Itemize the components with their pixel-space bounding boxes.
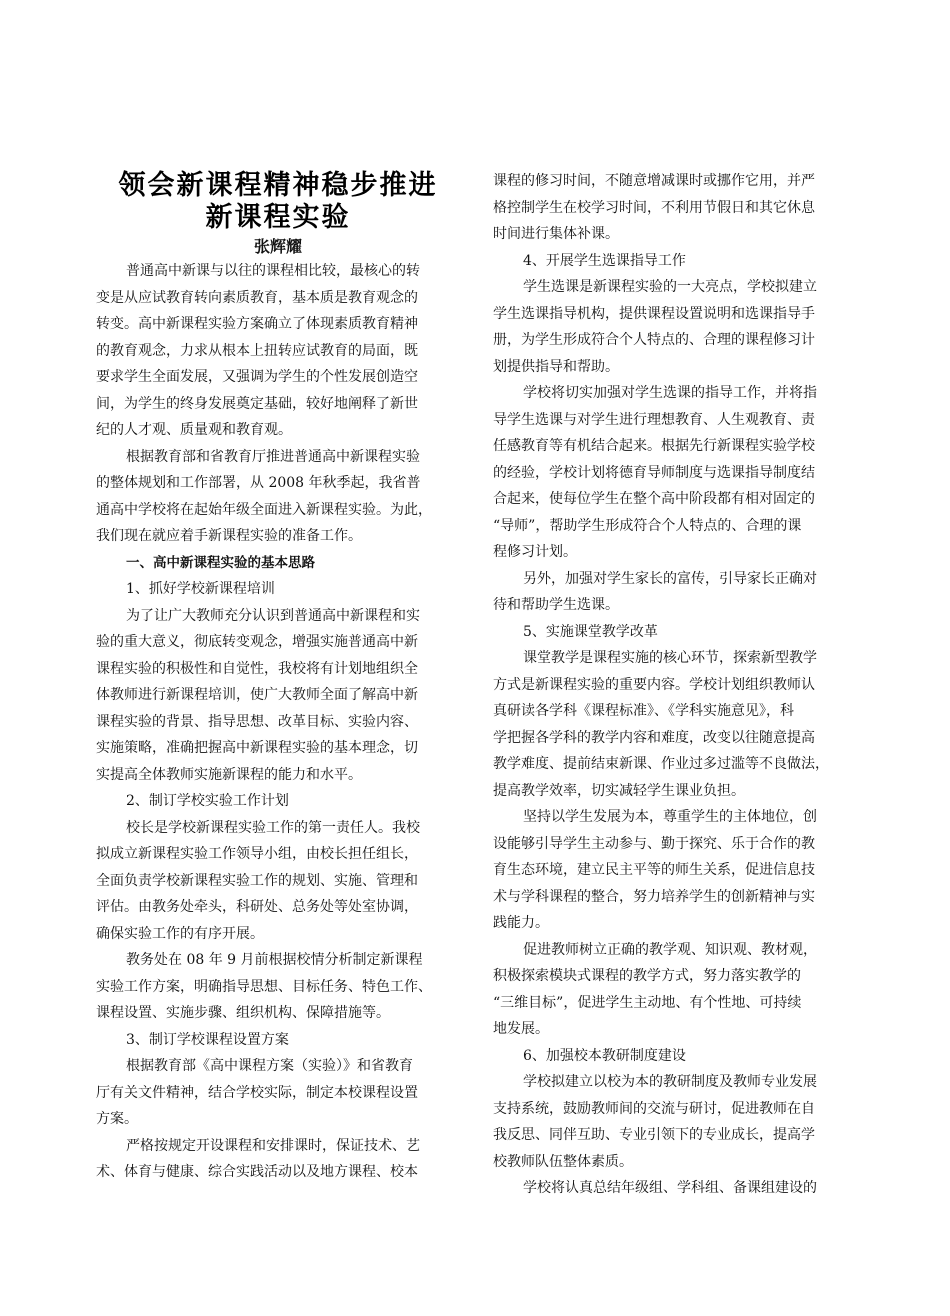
text-line: 册，为学生形成符合个人特点的、合理的课程修习计 [493, 332, 815, 348]
article-title-line-2: 新课程实验 [205, 202, 351, 233]
text-line: 方案。 [96, 1111, 138, 1127]
text-line: “导师”，帮助学生形成符合个人特点的、合理的课 [493, 517, 802, 534]
text-line: 践能力。 [493, 915, 549, 931]
text-line: 格控制学生在校学习时间，不利用节假日和其它休息 [493, 199, 815, 216]
text-line: 1、抓好学校新课程培训 [126, 581, 275, 597]
text-line: 普通高中新课与以往的课程相比较，最核心的转 [126, 263, 420, 279]
text-line: 6、加强校本教研制度建设 [523, 1047, 686, 1064]
text-line: 评估。由教务处牵头，科研处、总务处等处室协调， [96, 899, 418, 915]
author-name: 张辉耀 [253, 237, 302, 256]
text-line: 我反思、同伴互助、专业引领下的专业成长，提高学 [493, 1127, 815, 1143]
text-line: 学校拟建立以校为本的教研制度及教师专业发展 [523, 1074, 817, 1090]
text-line: 3、制订学校课程设置方案 [126, 1031, 289, 1048]
text-line: 根据教育部和省教育厅推进普通高中新课程实验 [126, 448, 420, 465]
text-line: 另外，加强对学生家长的富传，引导家长正确对 [523, 570, 817, 587]
text-line: 实施策略，准确把握高中新课程实验的基本理念，切 [96, 740, 418, 756]
text-line: 课程的修习时间，不随意增减课时或挪作它用，并严 [493, 173, 815, 189]
text-line: 术与学科课程的整合，努力培养学生的创新精神与实 [493, 888, 815, 905]
text-line: 通高中学校将在起始年级全面进入新课程实验。为此， [96, 501, 432, 518]
text-line: 方式是新课程实验的重要内容。学校计划组织教师认 [493, 676, 815, 693]
text-line: 积极探索模块式课程的教学方式，努力落实教学的 [493, 968, 801, 984]
text-line: 合起来，使每位学生在整个高中阶段都有相对固定的 [493, 491, 815, 507]
text-line: 学把握各学科的教学内容和难度，改变以往随意提高 [493, 729, 815, 746]
text-line: 实提高全体教师实施新课程的能力和水平。 [96, 766, 362, 783]
text-line: 的整体规划和工作部署，从 2008 年秋季起，我省普 [96, 475, 421, 491]
text-line: 导学生选课与对学生进行理想教育、人生观教育、责 [493, 411, 815, 428]
text-line: 的经验，学校计划将德育导师制度与选课指导制度结 [493, 464, 815, 481]
text-line: 5、实施课堂教学改革 [523, 623, 658, 640]
text-line: 为了让广大教师充分认识到普通高中新课程和实 [126, 607, 420, 624]
text-line: 划提供指导和帮助。 [493, 358, 619, 375]
text-line: 程修习计划。 [493, 544, 577, 560]
text-line: 学校将认真总结年级组、学科组、备课组建设的 [523, 1180, 817, 1196]
text-line: 教学难度、提前结束新课、作业过多过滥等不良做法， [493, 756, 829, 772]
text-line: 我们现在就应着手新课程实验的准备工作。 [96, 528, 362, 544]
text-line: 待和帮助学生选课。 [493, 597, 619, 613]
text-line: 提高教学效率，切实减轻学生课业负担。 [493, 782, 745, 799]
text-line: 支持系统，鼓励教师间的交流与研讨，促进教师在自 [493, 1100, 815, 1117]
text-line: 地发展。 [493, 1021, 549, 1037]
text-line: 转变。高中新课程实验方案确立了体现素质教育精神 [96, 316, 418, 332]
text-line: 课程设置、实施步骤、组织机构、保障措施等。 [96, 1005, 390, 1021]
text-line: 严格按规定开设课程和安排课时，保证技术、艺 [126, 1137, 420, 1154]
text-line: 验的重大意义，彻底转变观念，增强实施普通高中新 [96, 634, 418, 650]
text-line: 全面负责学校新课程实验工作的规划、实施、管理和 [96, 872, 418, 889]
text-line: 术、体育与健康、综合实践活动以及地方课程、校本 [96, 1164, 418, 1180]
text-line: 设能够引导学生主动参与、勤于探究、乐于合作的教 [493, 835, 815, 852]
text-line: 校长是学校新课程实验工作的第一责任人。我校 [126, 819, 420, 836]
text-line: “三维目标”，促进学生主动地、有个性地、可持续 [493, 994, 802, 1011]
text-line: 根据教育部《高中课程方案（实验）》和省教育 [126, 1058, 413, 1074]
text-line: 真研读各学科《课程标准》、《学科实施意见》，科 [493, 703, 794, 719]
section-heading: 一、高中新课程实验的基本思路 [126, 554, 315, 571]
text-line: 育生态环境，建立民主平等的师生关系，促进信息技 [493, 862, 815, 878]
text-line: 2、制订学校实验工作计划 [126, 793, 289, 809]
text-line: 要求学生全面发展，又强调为学生的个性发展创造空 [96, 369, 418, 385]
text-line: 课堂教学是课程实施的核心环节，探索新型教学 [523, 650, 817, 666]
text-line: 促进教师树立正确的教学观、知识观、教材观， [523, 941, 817, 958]
text-line: 4、开展学生选课指导工作 [523, 252, 686, 269]
text-line: 学生选课指导机构，提供课程设置说明和选课指导手 [493, 305, 815, 322]
text-line: 坚持以学生发展为本，尊重学生的主体地位，创 [523, 809, 817, 825]
text-line: 纪的人才观、质量观和教育观。 [96, 422, 292, 438]
text-line: 教务处在 08 年 9 月前根据校情分析制定新课程 [126, 952, 423, 968]
text-line: 实验工作方案，明确指导思想、目标任务、特色工作、 [96, 978, 432, 995]
text-line: 课程实验的积极性和自觉性，我校将有计划地组织全 [96, 660, 418, 677]
text-line: 间，为学生的终身发展奠定基础，较好地阐释了新世 [96, 395, 418, 412]
text-line: 学校将切实加强对学生选课的指导工作，并将指 [523, 385, 817, 401]
text-line: 体教师进行新课程培训，使广大教师全面了解高中新 [96, 687, 418, 703]
text-line: 时间进行集体补课。 [493, 226, 619, 242]
text-line: 厅有关文件精神，结合学校实际，制定本校课程设置 [96, 1084, 418, 1101]
text-line: 拟成立新课程实验工作领导小组，由校长担任组长， [96, 846, 418, 862]
text-line: 变是从应试教育转向素质教育，基本质是教育观念的 [96, 289, 418, 306]
text-line: 课程实验的背景、指导思想、改革目标、实验内容、 [96, 713, 418, 730]
text-line: 校教师队伍整体素质。 [493, 1153, 633, 1170]
text-line: 学生选课是新课程实验的一大亮点，学校拟建立 [523, 279, 817, 295]
article-title-line-1: 领会新课程精神稳步推进 [118, 170, 438, 201]
text-line: 确保实验工作的有序开展。 [96, 925, 264, 942]
text-line: 的教育观念，力求从根本上扭转应试教育的局面，既 [96, 342, 418, 359]
text-line: 任感教育等有机结合起来。根据先行新课程实验学校 [493, 438, 815, 454]
